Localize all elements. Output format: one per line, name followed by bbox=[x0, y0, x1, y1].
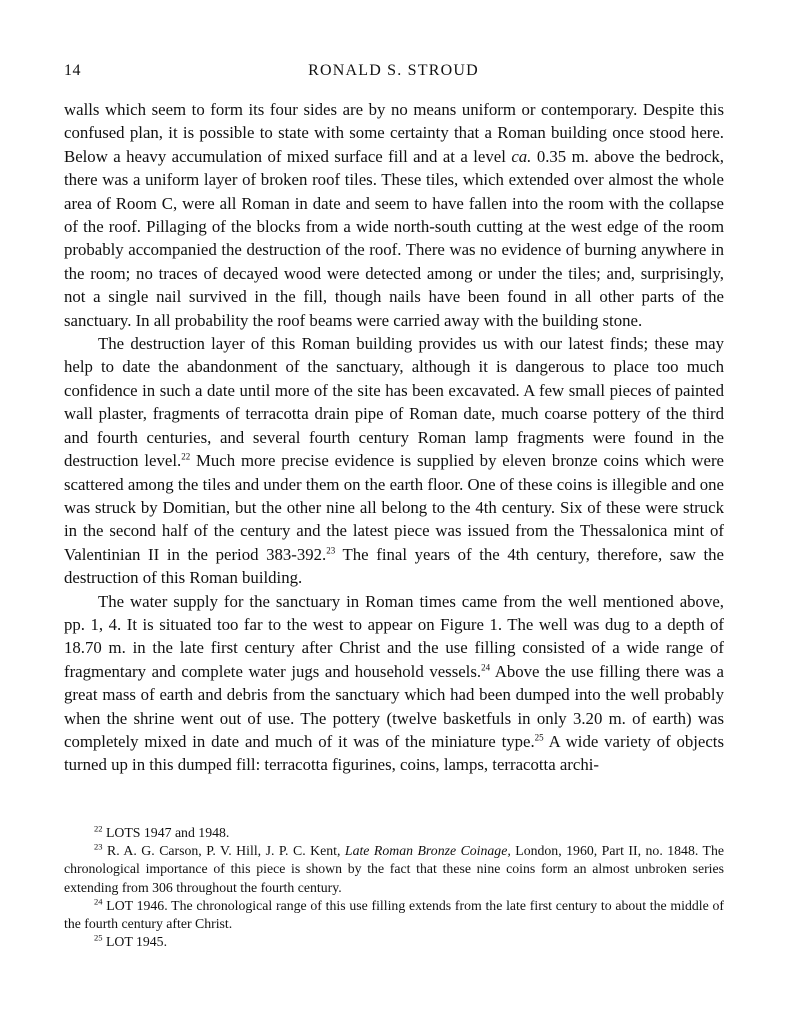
footnote-22: $^{22}$ LOTS 1947 and 1948. bbox=[94, 823, 230, 840]
paragraph-2: The destruction layer of this Roman building provides us with our latest finds; these may help to date the abandonment of the sanctuary, although it is dangerous to place too much confidence in such a date until more of the site has been excavated. A few small pieces of painted wall plaster, fragments of terracotta drain pipe of Roman date, much coarse pottery of the third and fourth centuries, and several fourth century Roman lamp fragments were found in the destruction level.$^{22}$ Much more precise evidence is supplied by eleven bronze coins which were scattered among the tiles and under them on the earth floor. One of these coins is illegible and one was struck by Domitian, but the other nine all belong to the 4th century. Six of these were struck in the second half of the century and the latest piece was issued from the Thessalonica mint of Valentinian II in the period 383-392.23 The final years of the 4th century, therefore, saw the destruction of this Roman building. bbox=[64, 334, 724, 588]
footnote-ref-24[interactable]: 24 bbox=[481, 662, 491, 673]
footnote-23: $^{23}$ R. A. G. Carson, P. V. Hill, J. P. C. Kent, Late Roman Bronze Coinage, London, 1960, Part II, no. 1848. The chronological importance of this piece is shown by the fact that these nine coins form an almost unbroken series extending from 306 throughout the fourth century. bbox=[64, 841, 725, 895]
footnotes bbox=[64, 824, 724, 951]
footnote-ref-25[interactable]: 25 bbox=[534, 732, 544, 743]
running-head: RONALD S. STROUD bbox=[308, 62, 479, 79]
page-number: 14 bbox=[64, 62, 81, 79]
paragraph-3: The water supply for the sanctuary in Roman times came from the well mentioned above, pp. 1, 4. It is situated too far to the west to appear on Figure 1. The well was dug to a depth of 18.70 m. in the late first century after Christ and the use filling consisted of a wide range of fragmentary and complete water jugs and household vessels.$^{24}$ Above the use filling there was a great mass of earth and debris from the sanctuary which had been dumped into the well probably when the shrine went out of use. The pottery (twelve basketfuls in only 3.20 m. of earth) was completely mixed in date and much of it was of the miniature type.$^{25}$ A wide variety of objects turned up in this dumped fill: terracotta figurines, coins, lamps, terracotta archi- bbox=[64, 591, 724, 775]
footnote-ref-23[interactable]: 23 bbox=[326, 545, 336, 556]
body-text bbox=[64, 98, 724, 777]
paragraph-1: walls which seem to form its four sides are by no means uniform or contemporary. Despite this confused plan, it is possible to state with some certainty that a Roman building once stood here. Below a heavy accumulation of mixed surface fill and at a level ca. 0.35 m. above the bedrock, there was a uniform layer of broken roof tiles. These tiles, which extended over almost the whole area of Room C, were all Roman in date and seem to have fallen into the room with the collapse of the roof. Pillaging of the blocks from a wide north-south cutting at the west edge of the room probably accompanied the destruction of the roof. There was no evidence of burning anywhere in the room; no traces of decayed wood were detected among or under the tiles; and, surprisingly, not a single nail survived in the fill, though nails have been found in all other parts of the sanctuary. In all probability the roof beams were carried away with the building stone. bbox=[64, 100, 724, 330]
page-header bbox=[64, 62, 723, 84]
footnote-ref-22[interactable]: 22 bbox=[181, 451, 191, 462]
footnote-25: $^{25}$ LOT 1945. bbox=[94, 932, 168, 950]
footnote-24: $^{24}$ LOT 1946. The chronological range of this use filling extends from the late first century to about the middle of the fourth century after Christ. bbox=[64, 896, 724, 932]
